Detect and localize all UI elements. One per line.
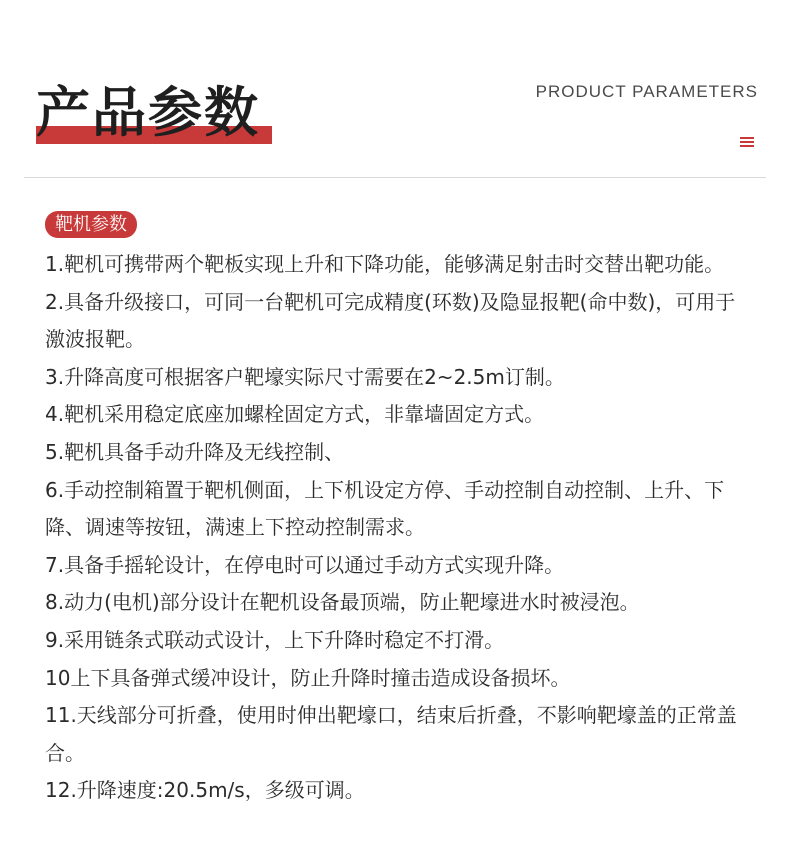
parameter-item: 12.升降速度:20.5m/s，多级可调。 — [45, 778, 365, 803]
parameter-item: 3.升降高度可根据客户靶壕实际尺寸需要在2~2.5m订制。 — [45, 364, 565, 389]
header-divider — [24, 177, 766, 178]
parameter-item: 6.手动控制箱置于靶机侧面，上下机设定方停、手动控制自动控制、上升、下降、调速等按钮，满速上下控动控制需求。 — [45, 477, 725, 540]
menu-icon-line — [740, 141, 754, 143]
parameter-list — [45, 246, 745, 810]
hamburger-menu-icon[interactable] — [740, 137, 754, 147]
page-title: 产品参数 — [36, 81, 260, 144]
menu-icon-line — [740, 145, 754, 147]
parameter-item: 4.靶机采用稳定底座加螺栓固定方式，非靠墙固定方式。 — [45, 402, 545, 427]
parameter-item: 7.具备手摇轮设计，在停电时可以通过手动方式实现升降。 — [45, 552, 565, 577]
parameter-item: 2.具备升级接口，可同一台靶机可完成精度(环数)及隐显报靶(命中数)，可用于激波报靶。 — [45, 289, 736, 352]
parameter-item: 10上下具备弹式缓冲设计，防止升降时撞击造成设备损坏。 — [45, 665, 571, 690]
parameter-item: 9.采用链条式联动式设计，上下升降时稳定不打滑。 — [45, 627, 505, 652]
parameter-item: 5.靶机具备手动升降及无线控制、 — [45, 439, 345, 464]
parameter-item: 11.天线部分可折叠，使用时伸出靶壕口，结束后折叠，不影响靶壕盖的正常盖合。 — [45, 703, 737, 765]
english-subtitle: PRODUCT PARAMETERS — [535, 82, 758, 101]
section-tag: 靶机参数 — [45, 211, 137, 238]
parameter-item: 1.靶机可携带两个靶板实现上升和下降功能，能够满足射击时交替出靶功能。 — [45, 252, 725, 276]
page-title-block — [36, 82, 276, 146]
menu-icon-line — [740, 137, 754, 139]
parameter-item: 8.动力(电机)部分设计在靶机设备最顶端，防止靶壕进水时被浸泡。 — [45, 590, 640, 615]
